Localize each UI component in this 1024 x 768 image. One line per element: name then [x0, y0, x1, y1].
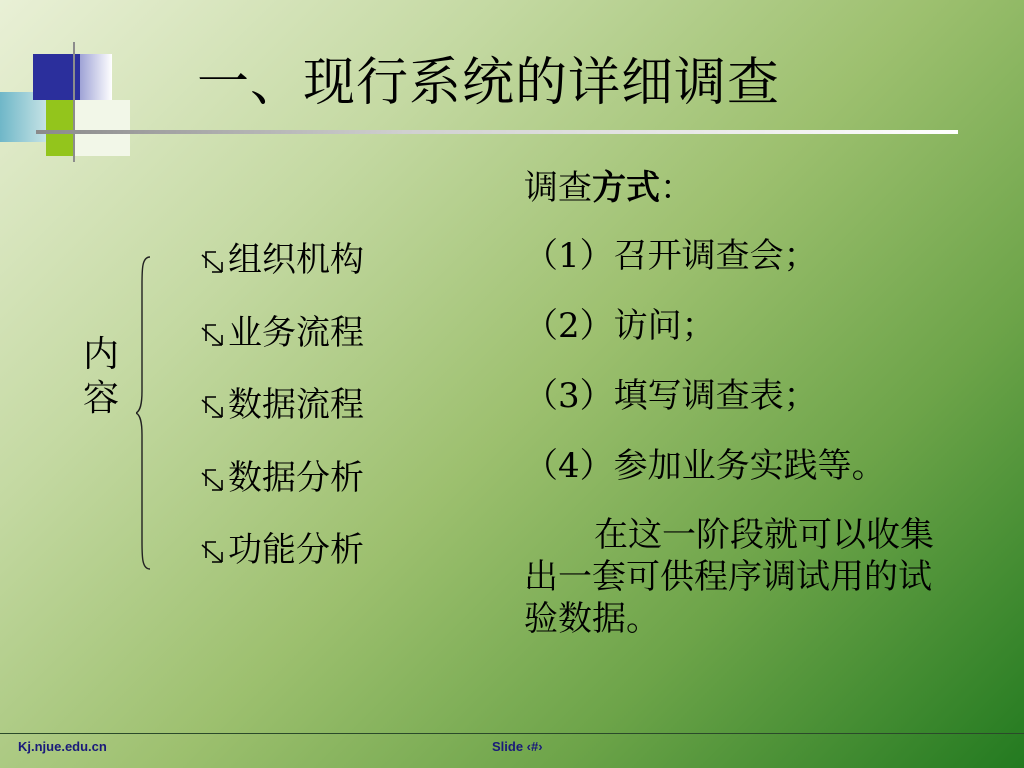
content-label: 内容	[82, 334, 119, 419]
title-underline	[36, 130, 958, 134]
list-item-label: 业务流程	[228, 312, 364, 353]
methods-heading-bold: 方式	[592, 168, 660, 208]
methods-heading-colon: ：	[660, 168, 694, 208]
method-item-2: （2）访问；	[524, 306, 716, 346]
survey-methods	[524, 166, 964, 640]
list-item-label: 组织机构	[228, 240, 364, 280]
arrow-icon	[198, 313, 228, 353]
list-item-label: 数据流程	[228, 385, 364, 425]
list-item	[198, 385, 364, 425]
list-item-label: 功能分析	[228, 530, 364, 570]
arrow-icon	[198, 530, 228, 570]
method-item-4: （4）参加业务实践等。	[524, 446, 886, 486]
arrow-icon	[198, 240, 228, 280]
method-item-3: （3）填写调查表；	[524, 376, 818, 416]
decor-block-white	[80, 54, 112, 100]
methods-heading	[524, 166, 964, 210]
methods-heading-plain: 调查	[524, 168, 592, 208]
arrow-icon	[198, 458, 228, 498]
curly-brace-icon	[136, 255, 156, 571]
decor-vertical-line	[73, 42, 75, 162]
list-item-label: 数据分析	[228, 457, 364, 498]
content-list	[198, 240, 364, 603]
summary-paragraph: 在这一阶段就可以收集出一套可供程序调试用的试验数据。	[524, 515, 934, 639]
list-item	[198, 530, 364, 570]
decor-block-green	[46, 100, 74, 156]
list-item	[198, 313, 364, 353]
footer-site: Kj.njue.edu.cn	[18, 739, 107, 754]
method-item-1: （1）召开调查会；	[524, 236, 818, 276]
list-item	[198, 458, 364, 498]
list-item	[198, 240, 364, 280]
slide-title: 一、现行系统的详细调查	[197, 53, 781, 113]
footer-divider	[0, 733, 1024, 734]
footer-slide-number: Slide ‹#›	[492, 739, 543, 754]
arrow-icon	[198, 385, 228, 425]
decor-block-pale	[74, 100, 130, 156]
